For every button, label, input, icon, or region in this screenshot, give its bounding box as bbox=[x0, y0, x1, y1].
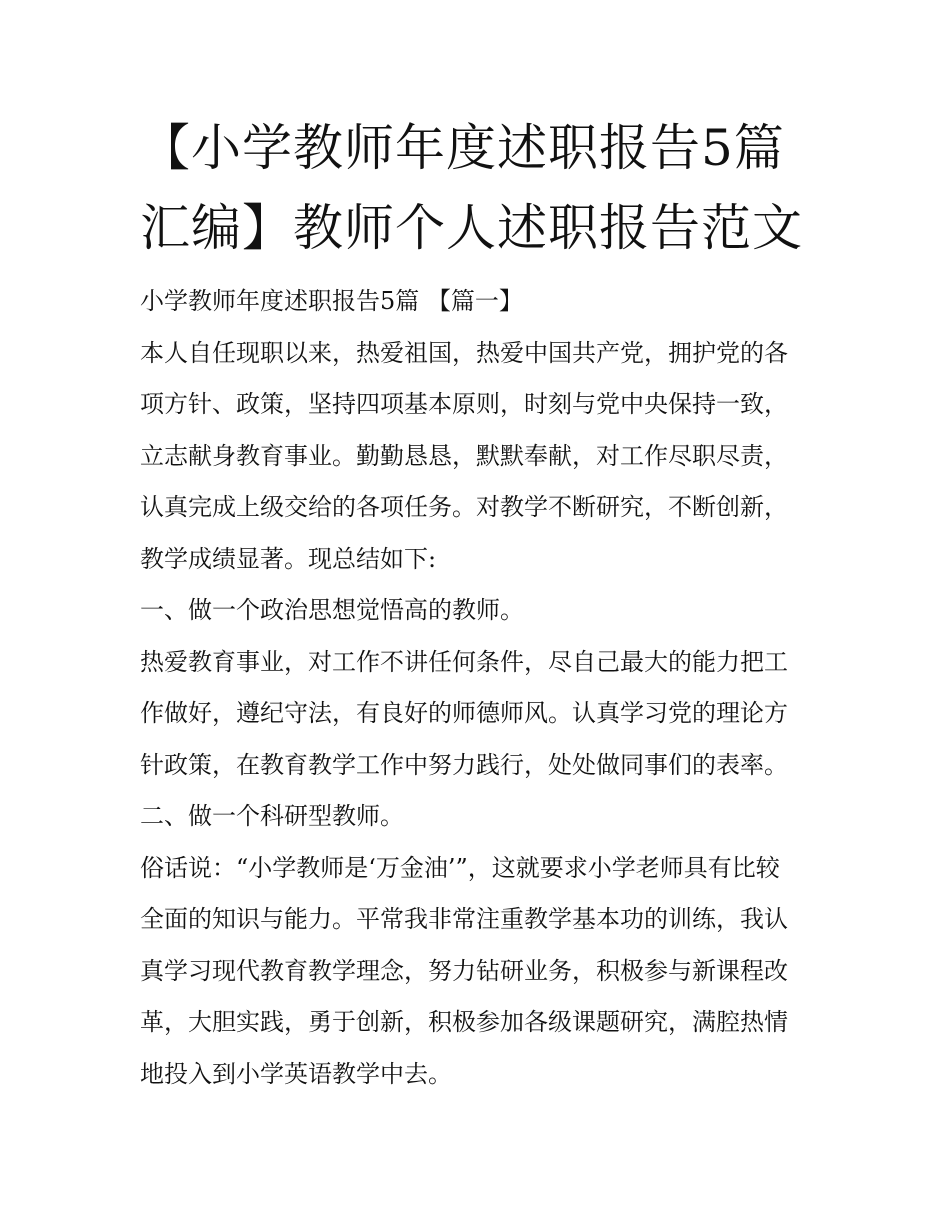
section-heading: 二、做一个科研型教师。 bbox=[140, 802, 404, 830]
paragraph-line: 地投入到小学英语教学中去。 bbox=[140, 1059, 452, 1088]
paragraph-line: 项方针、政策，坚持四项基本原则，时刻与党中央保持一致， bbox=[140, 390, 788, 418]
document-body bbox=[140, 276, 820, 1100]
document-title bbox=[140, 108, 820, 268]
paragraph-line: 教学成绩显著。现总结如下: bbox=[140, 544, 437, 573]
paragraph-line: 针政策，在教育教学工作中努力践行，处处做同事们的表率。 bbox=[140, 750, 788, 779]
paragraph-line: 认真完成上级交给的各项任务。对教学不断研究，不断创新， bbox=[140, 493, 788, 521]
section-heading: 一、做一个政治思想觉悟高的教师。 bbox=[140, 596, 524, 624]
paragraph-line: 立志献身教育事业。勤勤恳恳，默默奉献，对工作尽职尽责， bbox=[140, 441, 788, 470]
paragraph-line: 俗话说：“小学教师是‘万金油’”，这就要求小学老师具有比较 bbox=[140, 853, 780, 882]
paragraph-line: 真学习现代教育教学理念，努力钻研业务，积极参与新课程改 bbox=[140, 956, 788, 985]
title-line: 【小学教师年度述职报告5篇 bbox=[140, 119, 785, 177]
paragraph-line: 革，大胆实践，勇于创新，积极参加各级课题研究，满腔热情 bbox=[140, 1008, 788, 1036]
title-line: 汇编】教师个人述职报告范文 bbox=[140, 199, 803, 257]
paragraph-line: 热爱教育事业，对工作不讲任何条件，尽自己最大的能力把工 bbox=[140, 647, 788, 676]
section-heading: 小学教师年度述职报告5篇 【篇一】 bbox=[140, 287, 523, 315]
paragraph-line: 全面的知识与能力。平常我非常注重教学基本功的训练，我认 bbox=[140, 905, 788, 933]
paragraph-line: 本人自任现职以来，热爱祖国，热爱中国共产党，拥护党的各 bbox=[140, 338, 788, 367]
paragraph-line: 作做好，遵纪守法，有良好的师德师风。认真学习党的理论方 bbox=[140, 699, 788, 727]
